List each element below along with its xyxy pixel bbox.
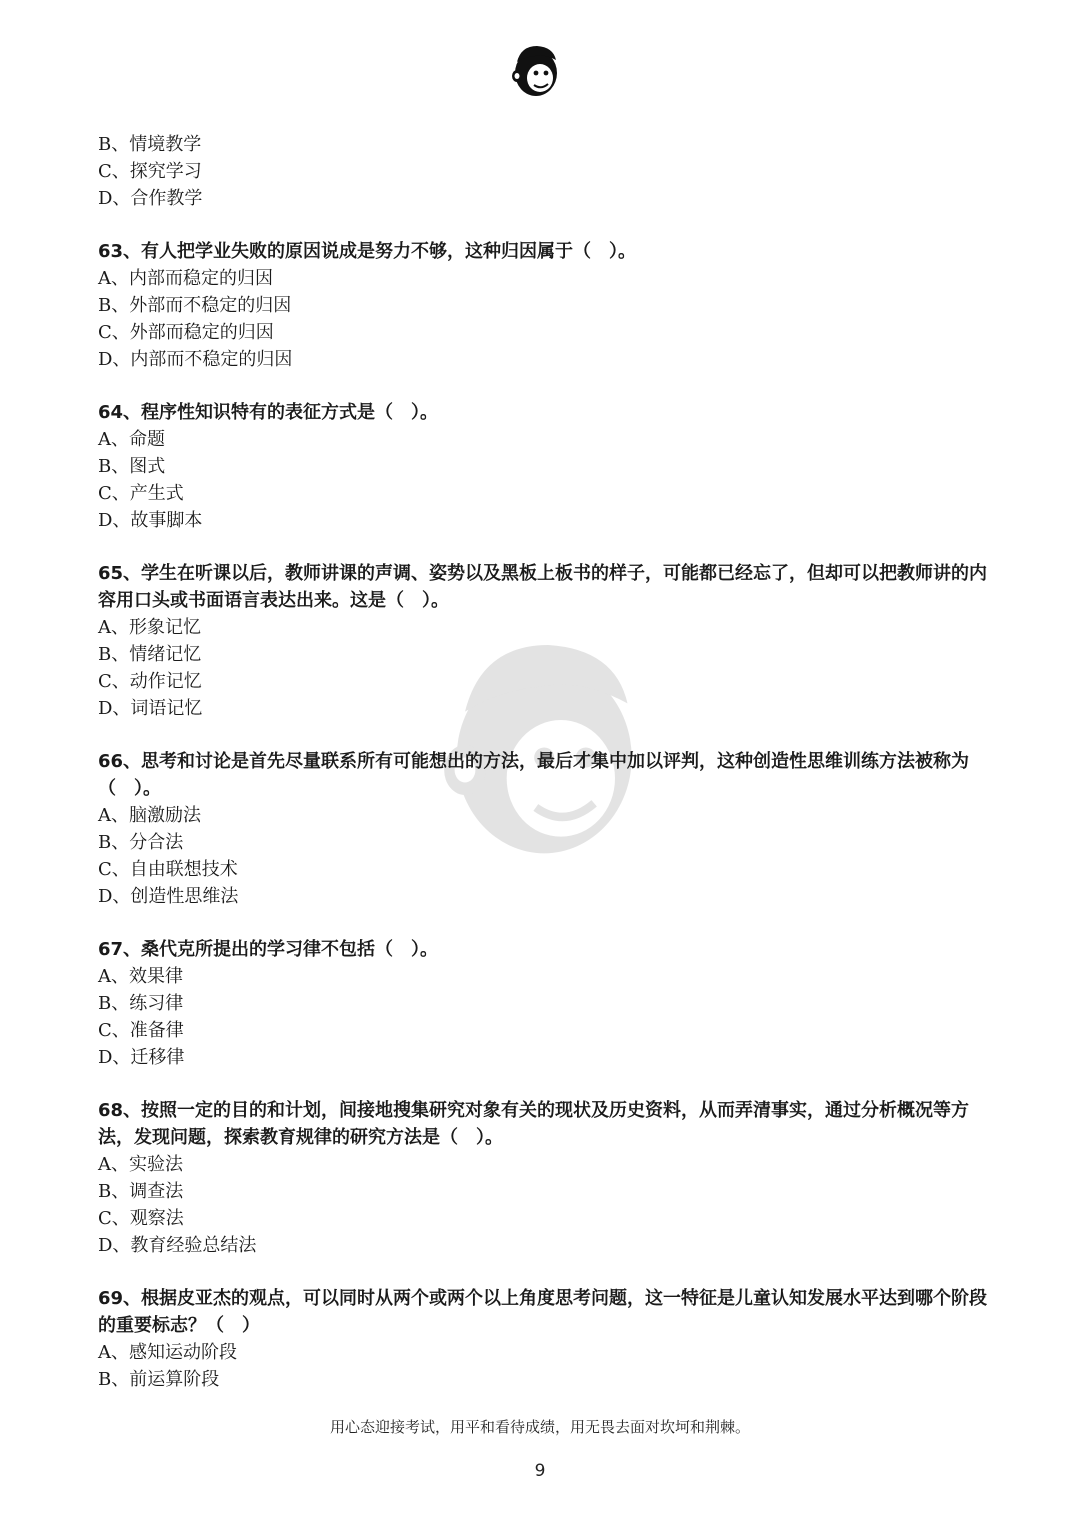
option-d: D、内部而不稳定的归因 xyxy=(98,349,293,370)
option-d: D、创造性思维法 xyxy=(98,886,239,907)
option-d: D、故事脚本 xyxy=(98,510,203,531)
option-b: B、分合法 xyxy=(98,832,184,853)
option-b: B、情绪记忆 xyxy=(98,644,202,665)
option-a: A、命题 xyxy=(98,429,165,450)
option-d: D、迁移律 xyxy=(98,1047,185,1068)
option-a: A、内部而稳定的归因 xyxy=(98,268,273,289)
question-64 xyxy=(98,399,988,534)
option-a: A、效果律 xyxy=(98,966,183,987)
option-c: C、外部而稳定的归因 xyxy=(98,322,274,343)
option-c: C、自由联想技术 xyxy=(98,859,238,880)
option-c: C、观察法 xyxy=(98,1208,184,1229)
option-c: C、探究学习 xyxy=(98,161,202,182)
question-65 xyxy=(98,560,988,722)
question-text: 63、有人把学业失败的原因说成是努力不够，这种归因属于（ ）。 xyxy=(98,241,637,262)
option-b: B、前运算阶段 xyxy=(98,1369,220,1390)
question-text: 64、程序性知识特有的表征方式是（ ）。 xyxy=(98,402,439,423)
option-b: B、图式 xyxy=(98,456,166,477)
question-text: 67、桑代克所提出的学习律不包括（ ）。 xyxy=(98,939,439,960)
question-text: 65、学生在听课以后，教师讲课的声调、姿势以及黑板上板书的样子，可能都已经忘了，但却可以把教师讲的内容用口头或书面语言表达出来。这是（ ）。 xyxy=(98,563,988,611)
question-68 xyxy=(98,1097,988,1259)
option-b: B、练习律 xyxy=(98,993,184,1014)
question-66 xyxy=(98,748,988,910)
option-d: D、词语记忆 xyxy=(98,698,203,719)
option-b: B、调查法 xyxy=(98,1181,184,1202)
option-a: A、脑激励法 xyxy=(98,805,201,826)
page-number: 9 xyxy=(534,1461,546,1481)
option-b: B、情境教学 xyxy=(98,134,202,155)
option-a: A、感知运动阶段 xyxy=(98,1342,237,1363)
option-c: C、动作记忆 xyxy=(98,671,202,692)
option-d: D、教育经验总结法 xyxy=(98,1235,257,1256)
question-text: 69、根据皮亚杰的观点，可以同时从两个或两个以上角度思考问题，这一特征是儿童认知发展水平达到哪个阶段的重要标志？（ ） xyxy=(98,1288,988,1336)
continued-options xyxy=(98,131,988,212)
question-list xyxy=(98,131,988,1393)
option-c: C、产生式 xyxy=(98,483,184,504)
question-text: 66、思考和讨论是首先尽量联系所有可能想出的方法，最后才集中加以评判，这种创造性思维训练方法被称为（ ）。 xyxy=(98,751,970,799)
option-a: A、形象记忆 xyxy=(98,617,201,638)
question-63 xyxy=(98,238,988,373)
footer-quote: 用心态迎接考试，用平和看待成绩，用无畏去面对坎坷和荆棘。 xyxy=(329,1418,750,1436)
question-text: 68、按照一定的目的和计划，间接地搜集研究对象有关的现状及历史资料，从而弄清事实，通过分析概况等方法，发现问题，探索教育规律的研究方法是（ ）。 xyxy=(98,1100,970,1148)
question-67 xyxy=(98,936,988,1071)
question-69 xyxy=(98,1285,988,1393)
option-c: C、准备律 xyxy=(98,1020,184,1041)
monkey-mascot-icon xyxy=(505,40,565,100)
option-d: D、合作教学 xyxy=(98,188,203,209)
option-b: B、外部而不稳定的归因 xyxy=(98,295,292,316)
option-a: A、实验法 xyxy=(98,1154,183,1175)
